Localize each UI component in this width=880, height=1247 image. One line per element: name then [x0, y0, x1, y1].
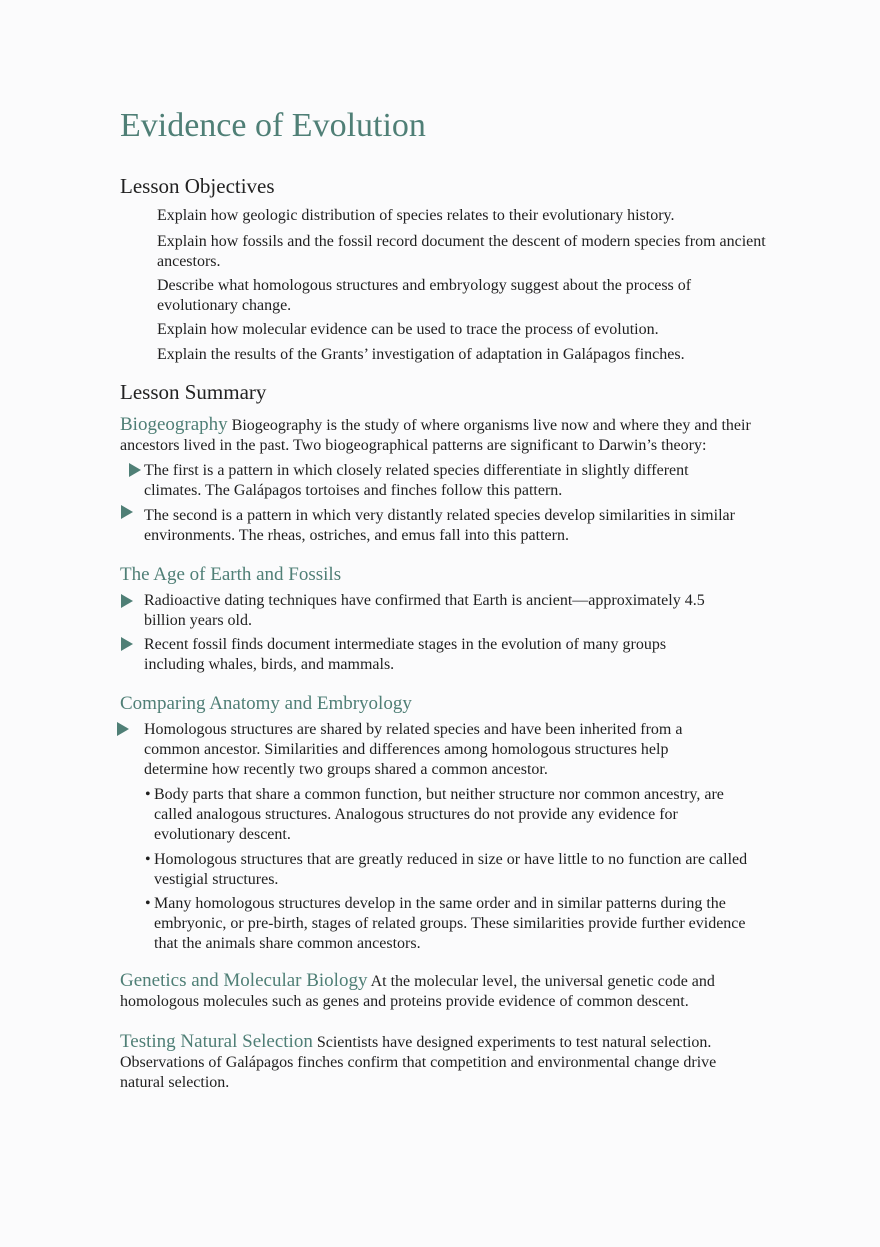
objectives-heading: Lesson Objectives — [120, 174, 275, 198]
objective-item: Explain how geologic distribution of species relates to their evolutionary history. — [157, 207, 675, 224]
genetics-text: At the molecular level, the universal genetic code and homologous molecules such as genes and proteins provide evidence of common descent. — [120, 973, 715, 1010]
objective-item: Explain how molecular evidence can be used to trace the process of evolution. — [157, 321, 659, 338]
testing-text: Scientists have designed experiments to test natural selection. Observations of Galápagos finches confirm that competition and environmental change drive natural selection. — [120, 1034, 717, 1091]
age-fossils-heading: The Age of Earth and Fossils — [120, 564, 342, 585]
testing-paragraph — [120, 1032, 760, 1093]
biogeography-bullet: The second is a pattern in which very distantly related species develop similarities in similar environments. The rheas, ostriches, and emus fall into this pattern. — [144, 507, 735, 544]
arrow-bullet-icon — [129, 463, 141, 477]
age-bullet: Radioactive dating techniques have confirmed that Earth is ancient—approximately 4.5 billion years old. — [144, 592, 705, 629]
arrow-bullet-icon — [121, 594, 133, 608]
bullet-dot-icon: • — [145, 851, 151, 868]
biogeography-bullet: The first is a pattern in which closely related species differentiate in slightly different climates. The Galápagos tortoises and finches follow this pattern. — [144, 462, 689, 499]
anatomy-sub-bullet: • Many homologous structures develop in the same order and in similar patterns during the embryonic, or pre-birth, stages of related groups. These similarities provide further evidence that the animals share common ancestors. — [145, 895, 746, 952]
arrow-bullet-icon — [121, 505, 133, 519]
arrow-bullet-icon — [121, 637, 133, 651]
bullet-dot-icon: • — [145, 786, 151, 803]
anatomy-heading: Comparing Anatomy and Embryology — [120, 693, 412, 714]
objective-item: Explain the results of the Grants’ investigation of adaptation in Galápagos finches. — [157, 346, 685, 363]
arrow-bullet-icon — [117, 722, 129, 736]
anatomy-bullet: Homologous structures are shared by related species and have been inherited from a common ancestor. Similarities and differences among homologous structures help determine how recently two groups shared a common ancestor. — [144, 721, 683, 778]
testing-heading: Testing Natural Selection — [120, 1031, 313, 1052]
bullet-dot-icon: • — [145, 895, 151, 912]
age-bullet: Recent fossil finds document intermediate stages in the evolution of many groups including whales, birds, and mammals. — [144, 636, 667, 673]
objective-item: Explain how fossils and the fossil record document the descent of modern species from ancient ancestors. — [157, 233, 766, 270]
anatomy-sub-bullet: • Body parts that share a common function, but neither structure nor common ancestry, are called analogous structures. Analogous structures do not provide any evidence for evolutionary descent. — [145, 786, 724, 843]
biogeography-text: Biogeography is the study of where organisms live now and where they and their ancestors lived in the past. Two biogeographical patterns are significant to Darwin’s theory: — [120, 417, 751, 454]
genetics-paragraph — [120, 971, 760, 1012]
biogeography-heading: Biogeography — [120, 414, 228, 435]
page-title: Evidence of Evolution — [120, 107, 426, 144]
summary-heading: Lesson Summary — [120, 380, 267, 404]
objective-item: Describe what homologous structures and embryology suggest about the process of evolutionary change. — [157, 277, 692, 314]
biogeography-paragraph — [120, 415, 760, 456]
anatomy-sub-bullet: • Homologous structures that are greatly reduced in size or have little to no function are called vestigial structures. — [145, 851, 748, 888]
genetics-heading: Genetics and Molecular Biology — [120, 970, 368, 991]
